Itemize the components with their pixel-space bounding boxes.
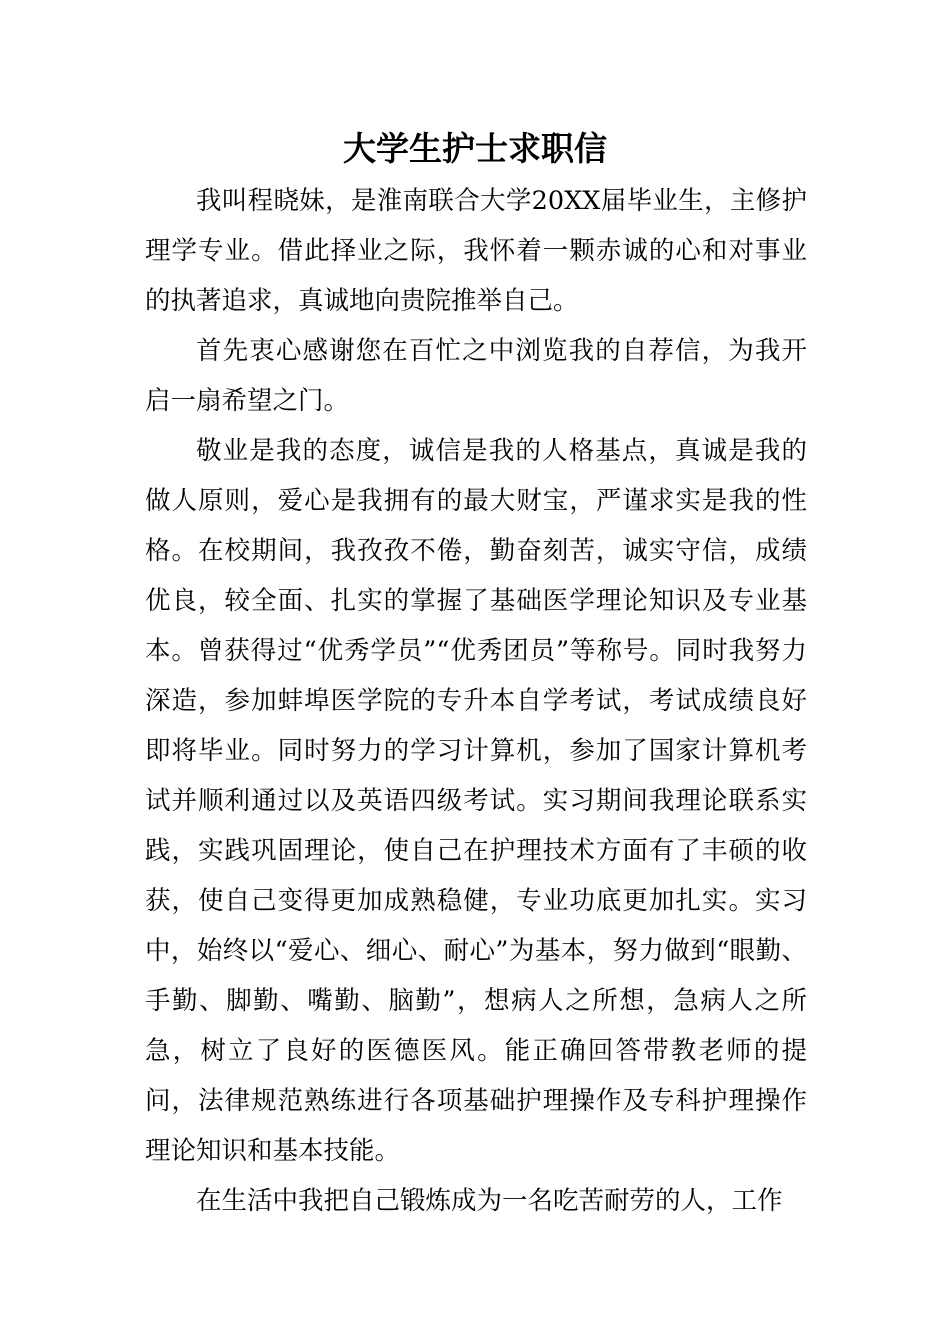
paragraph-life: 在生活中我把自己锻炼成为一名吃苦耐劳的人，工作 — [196, 1186, 783, 1216]
document-title: 大学生护士求职信 — [343, 129, 607, 168]
document-body — [145, 176, 807, 1226]
paragraph-intro: 我叫程晓妹，是淮南联合大学20XX届毕业生，主修护理学专业。借此择业之际，我怀着一颗赤诚的心和对事业的执著追求，真诚地向贵院推举自己。 — [145, 186, 807, 316]
paragraph-thanks: 首先衷心感谢您在百忙之中浏览我的自荐信，为我开启一扇希望之门。 — [145, 336, 807, 416]
paragraph-qualifications: 敬业是我的态度，诚信是我的人格基点，真诚是我的做人原则，爱心是我拥有的最大财宝，严谨求实是我的性格。在校期间，我孜孜不倦，勤奋刻苦，诚实守信，成绩优良，较全面、扎实的掌握了基础医学理论知识及专业基本。曾获得过“优秀学员”“优秀团员”等称号。同时我努力深造，参加蚌埠医学院的专升本自学考试，考试成绩良好即将毕业。同时努力的学习计算机，参加了国家计算机考试并顺利通过以及英语四级考试。实习期间我理论联系实践，实践巩固理论，使自己在护理技术方面有了丰硕的收获，使自己变得更加成熟稳健，专业功底更加扎实。实习中，始终以“爱心、细心、耐心”为基本，努力做到“眼勤、手勤、脚勤、嘴勤、脑勤”，想病人之所想，急病人之所急，树立了良好的医德医风。能正确回答带教老师的提问，法律规范熟练进行各项基础护理操作及专科护理操作理论知识和基本技能。 — [145, 436, 807, 1166]
